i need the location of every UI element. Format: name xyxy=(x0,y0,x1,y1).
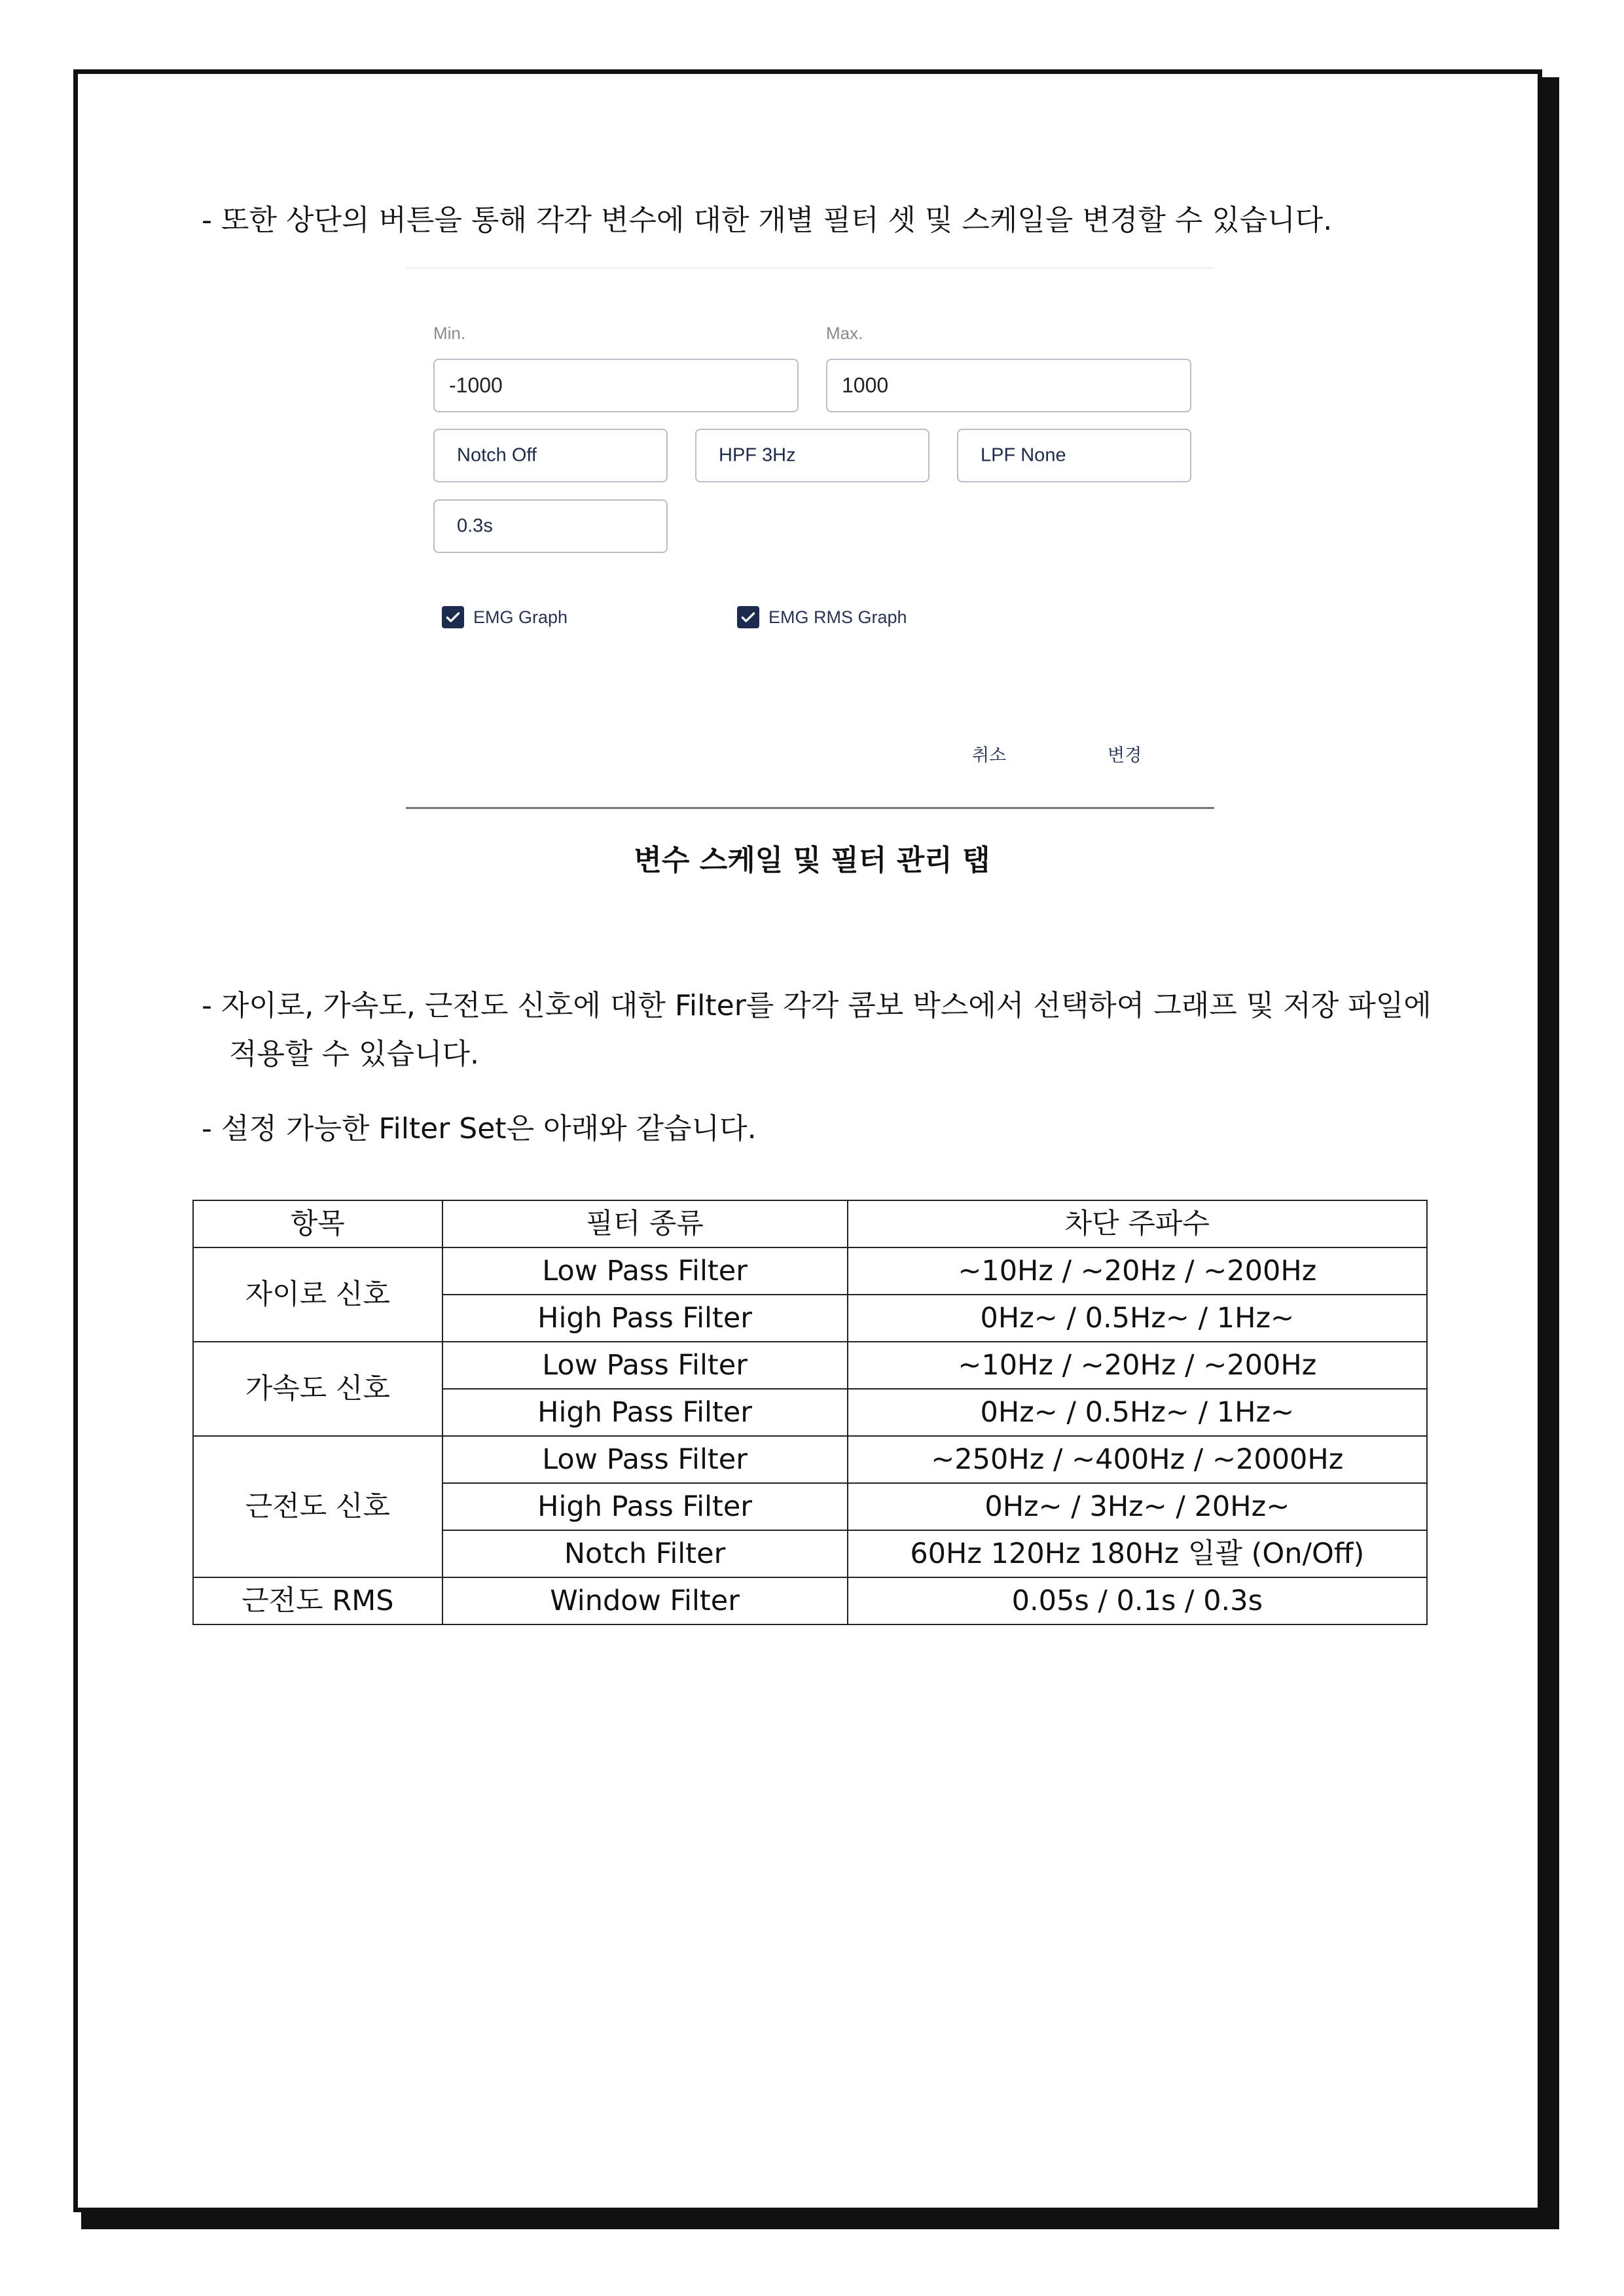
lpf-select[interactable] xyxy=(957,429,1191,482)
filter-type-cell: Low Pass Filter xyxy=(442,1436,848,1483)
dialog-top-divider xyxy=(406,267,1214,269)
table-row xyxy=(193,1342,1427,1389)
emg-graph-checkbox[interactable] xyxy=(442,606,464,628)
max-input[interactable] xyxy=(826,359,1191,412)
check-icon xyxy=(444,609,461,626)
item-cell: 근전도 신호 xyxy=(193,1436,442,1577)
cancel-button[interactable]: 취소 xyxy=(972,745,1007,766)
min-label: Min. xyxy=(433,323,466,343)
table-row xyxy=(193,1247,1427,1295)
hpf-select-value: HPF 3Hz xyxy=(719,444,796,466)
notch-select-value: Notch Off xyxy=(457,444,537,466)
emg-graph-checkbox-row[interactable] xyxy=(442,606,568,628)
filter-set-table xyxy=(192,1200,1428,1625)
cutoff-frequency-cell: ~10Hz / ~20Hz / ~200Hz xyxy=(848,1247,1427,1295)
filter-type-cell: Window Filter xyxy=(442,1577,848,1624)
filter-paragraph-line1: - 자이로, 가속도, 근전도 신호에 대한 Filter를 각각 콤보 박스에서 선택하여 그래프 및 저장 파일에 xyxy=(202,989,1432,1022)
table-header-cell: 차단 주파수 xyxy=(848,1200,1427,1247)
filter-type-cell: Low Pass Filter xyxy=(442,1247,848,1295)
dialog-bottom-divider xyxy=(406,807,1214,809)
filter-table-body xyxy=(193,1200,1427,1624)
figure-caption: 변수 스케일 및 필터 관리 탭 xyxy=(634,844,990,877)
min-input-value: -1000 xyxy=(449,373,503,397)
table-header-cell: 필터 종류 xyxy=(442,1200,848,1247)
filter-type-cell: High Pass Filter xyxy=(442,1483,848,1530)
cutoff-frequency-cell: 60Hz 120Hz 180Hz 일괄 (On/Off) xyxy=(848,1530,1427,1577)
scale-filter-dialog xyxy=(406,267,1214,808)
item-cell: 근전도 RMS xyxy=(193,1577,442,1624)
check-icon xyxy=(740,609,757,626)
cutoff-frequency-cell: ~250Hz / ~400Hz / ~2000Hz xyxy=(848,1436,1427,1483)
cutoff-frequency-cell: 0.05s / 0.1s / 0.3s xyxy=(848,1577,1427,1624)
filter-paragraph-line2: 적용할 수 있습니다. xyxy=(229,1037,479,1071)
item-cell: 자이로 신호 xyxy=(193,1247,442,1342)
intro-paragraph: - 또한 상단의 버튼을 통해 각각 변수에 대한 개별 필터 셋 및 스케일을 변경할 수 있습니다. xyxy=(202,204,1333,237)
cutoff-frequency-cell: 0Hz~ / 3Hz~ / 20Hz~ xyxy=(848,1483,1427,1530)
emg-graph-label: EMG Graph xyxy=(473,607,568,627)
filter-set-intro: - 설정 가능한 Filter Set은 아래와 같습니다. xyxy=(202,1112,757,1145)
notch-select[interactable] xyxy=(433,429,668,482)
min-input[interactable] xyxy=(433,359,799,412)
filter-type-cell: High Pass Filter xyxy=(442,1389,848,1436)
table-row xyxy=(193,1436,1427,1483)
max-label: Max. xyxy=(826,323,863,343)
window-select-value: 0.3s xyxy=(457,515,493,537)
table-row xyxy=(193,1577,1427,1624)
filter-type-cell: Low Pass Filter xyxy=(442,1342,848,1389)
cutoff-frequency-cell: ~10Hz / ~20Hz / ~200Hz xyxy=(848,1342,1427,1389)
emg-rms-graph-checkbox-row[interactable] xyxy=(737,606,907,628)
cutoff-frequency-cell: 0Hz~ / 0.5Hz~ / 1Hz~ xyxy=(848,1295,1427,1342)
cutoff-frequency-cell: 0Hz~ / 0.5Hz~ / 1Hz~ xyxy=(848,1389,1427,1436)
item-cell: 가속도 신호 xyxy=(193,1342,442,1436)
table-header-row xyxy=(193,1200,1427,1247)
table-header-cell: 항목 xyxy=(193,1200,442,1247)
lpf-select-value: LPF None xyxy=(981,444,1066,466)
change-button[interactable]: 변경 xyxy=(1108,745,1142,766)
emg-rms-graph-checkbox[interactable] xyxy=(737,606,759,628)
filter-type-cell: Notch Filter xyxy=(442,1530,848,1577)
max-input-value: 1000 xyxy=(842,373,889,397)
hpf-select[interactable] xyxy=(695,429,929,482)
window-select[interactable] xyxy=(433,499,668,553)
emg-rms-graph-label: EMG RMS Graph xyxy=(768,607,907,627)
filter-type-cell: High Pass Filter xyxy=(442,1295,848,1342)
